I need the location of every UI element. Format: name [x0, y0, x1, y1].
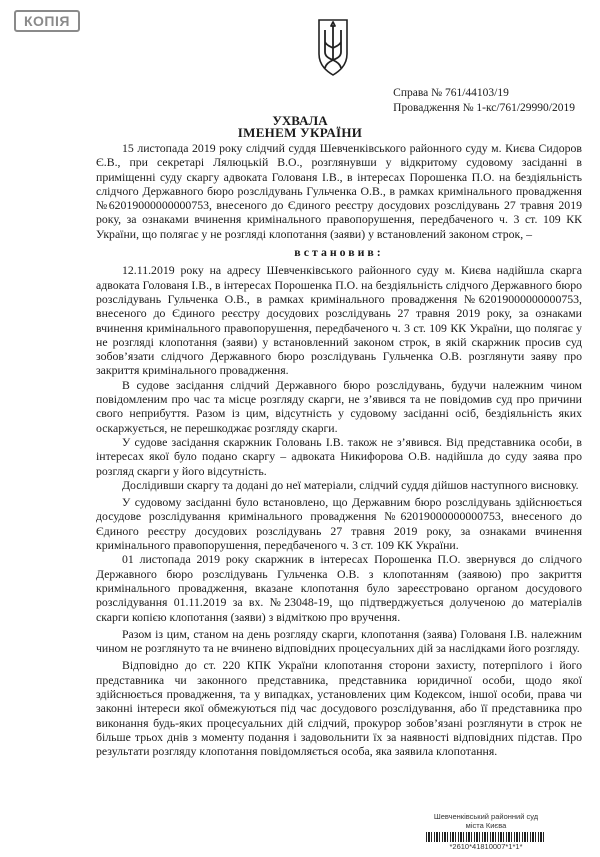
document-title: УХВАЛА — [272, 113, 328, 128]
paragraph: 01 листопада 2019 року скаржник в інтересах Порошенка П.О. звернувся до слідчого Державного бюро розслідувань Гульченка О.В. з клопотанням (заявою) про закриття кримінального провадження, вказане клопотання було зареєстровано органом досудового розслідування 01.11.2019 за вх. №23048-19, що підтверджується долученою до матеріалів скарги копією клопотання (заяви) з відміткою про вручення. — [96, 552, 582, 624]
barcode-icon — [426, 832, 546, 842]
document-subtitle: ІМЕНЕМ УКРАЇНИ — [237, 125, 363, 140]
paragraph: Разом із цим, станом на день розгляду скарги, клопотання (заява) Голованя І.В. належним чином не розглянуто та не вчинено відповідних процесуальних дій за наслідками його розгляду. — [96, 626, 582, 656]
copy-stamp: КОПІЯ — [14, 10, 80, 32]
section-heading: встановив: — [294, 245, 384, 260]
document-body — [96, 141, 582, 758]
case-info — [393, 86, 575, 116]
proceeding-number: Провадження № 1-кс/761/29990/2019 — [393, 102, 575, 114]
court-name: Шевченківський районний суд — [433, 812, 539, 821]
paragraph: Дослідивши скаргу та додані до неї матеріали, слідчий суддя дійшов наступного висновку. — [122, 477, 579, 492]
paragraph: Відповідно до ст. 220 КПК України клопотання сторони захисту, потерпілого і його представника чи законного представника, представника юридичної особи, щодо якої здійснюється провадження, та у випадках, установлених цим Кодексом, іншої особи, права чи законні інтереси якої обмежуються під час досудового розслідування, або її представника про виконання будь-яких процесуальних дій слідчий, прокурор зобов’язані розглянути в строк не більше трьох днів з моменту подання і задовольнити їх за наявності відповідних підстав. Про результати розгляду клопотання повідомляється особа, яка заявила клопотання. — [96, 658, 582, 759]
paragraph: У судове засідання скаржник Головань І.В. також не з’явився. Від представника особи, в інтересах якої було подано скаргу – адвоката Никифорова О.В. надійшла до суду заява про розгляд скарги у його відсутність. — [96, 434, 582, 478]
court-barcode-stamp — [426, 812, 546, 851]
court-city: міста Києва — [465, 821, 507, 830]
paragraph-intro: 15 листопада 2019 року слідчий суддя Шевченківського районного суду м. Києва Сидоров Є.В., при секретарі Лялюцькій В.О., розглянувши у відкритому судовому засіданні в приміщенні суду скаргу адвоката Голованя І.В., в інтересах Порошенка П.О. на бездіяльність слідчого Державного бюро розслідувань Гульченка О.В., в рамках кримінального провадження №62019000000000753, внесеного до Єдиного реєстру досудових розслідувань 27 травня 2019 року, за ознаками вчинення кримінального правопорушення, передбаченого ч. 3 ст. 109 КК України, що полягає у не розгляді клопотання (заяви) у встановлений законом строк, – — [96, 141, 582, 241]
case-number: Справа № 761/44103/19 — [393, 87, 509, 99]
paragraph: В судове засідання слідчий Державного бюро розслідувань, будучи належним чином повідомленим про час та місце розгляду скарги, не з’явився та не повідомив суд про причини свого неприбуття. Разом із цим, відсутність у судовому засіданні осіб, бездіяльність яких оскаржується, не перешкоджає розгляду скарги. — [96, 377, 582, 435]
paragraph: 12.11.2019 року на адресу Шевченківського районного суду м. Києва надійшла скарга адвоката Голованя І.В., в інтересах Порошенка П.О. на бездіяльність слідчого Державного бюро розслідувань Гульченка О.В., в рамках кримінального провадження №62019000000000753, внесеного до Єдиного реєстру досудових розслідувань 27 травня 2019 року, за ознаками вчинення кримінального правопорушення, передбаченого ч. 3 ст. 109 КК України, що полягає у не розгляді клопотання (заяви) у встановленний законом строк, в якій скаржник просив суд зобов’язати слідчого Державного бюро розслідувань Гульченка О.В. розглянути заяву про закриття кримінального провадження. — [96, 263, 582, 378]
paragraph: У судовому засіданні було встановлено, що Державним бюро розслідувань здійснюється досудове розслідування кримінального провадження №62019000000000753, внесеного до Єдиного реєстру досудових розслідувань 27 травня 2019 року, за ознаками вчинення кримінального правопорушення, передбаченого ч. 3 ст. 109 КК України. — [96, 495, 582, 553]
barcode-code: *2610*41810007*1*1* — [449, 842, 523, 851]
coat-of-arms-icon — [316, 18, 350, 76]
